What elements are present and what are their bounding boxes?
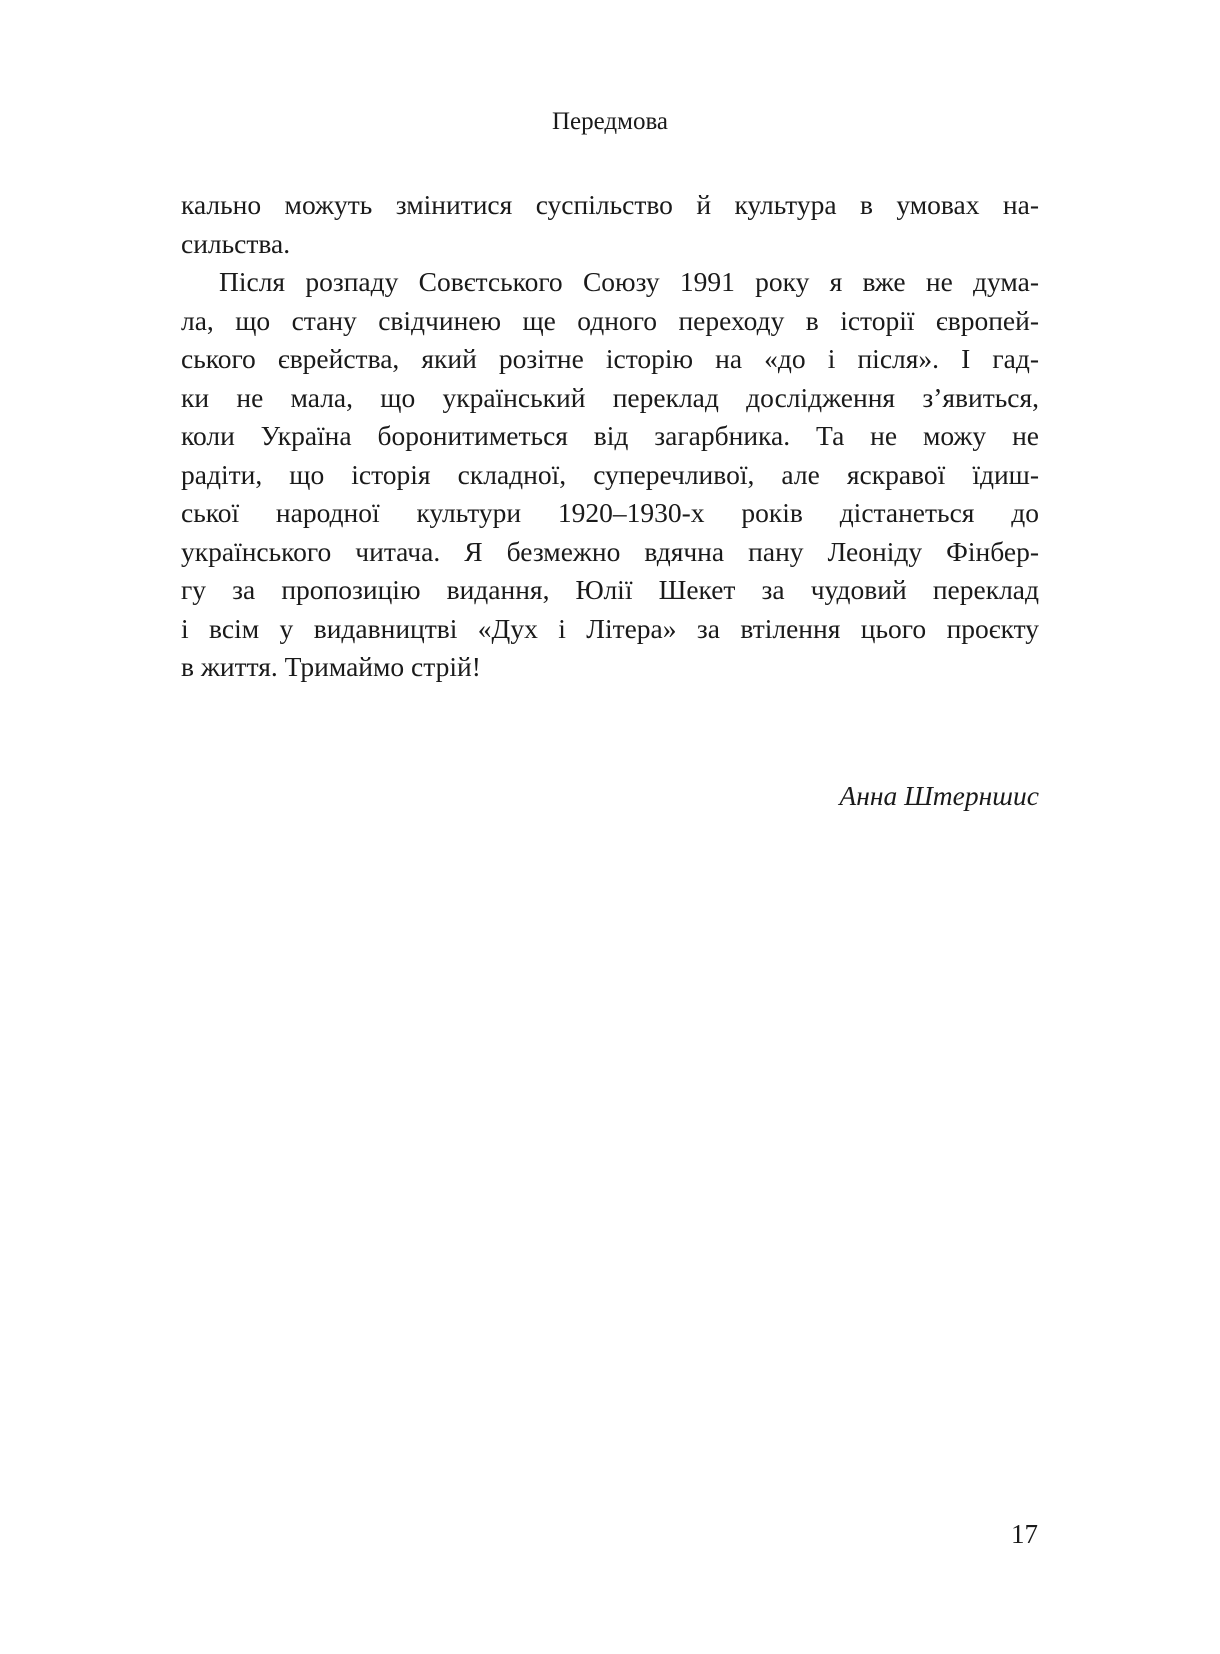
text-line: ла, що стану свідчинею ще одного переходу в історії європей- (181, 304, 1039, 336)
author-signature: Анна Штерншис (839, 780, 1039, 811)
text-line: радіти, що історія складної, суперечливої, але яскравої їдиш- (181, 458, 1039, 490)
text-line: українського читача. Я безмежно вдячна пану Леоніду Фінбер- (181, 535, 1039, 567)
running-title: Передмова (551, 108, 669, 135)
body-text (181, 186, 1039, 687)
text-line: в життя. Тримаймо стрій! (181, 651, 481, 682)
text-line: ки не мала, що український переклад дослідження з’явиться, (181, 381, 1039, 413)
text-line: ського єврейства, який розітне історію на «до і після». І гад- (181, 343, 1039, 374)
text-line: коли Україна боронитиметься від загарбника. Та не можу не (181, 420, 1039, 451)
page-number: 17 (1011, 1519, 1038, 1549)
paragraph (181, 186, 1039, 263)
text-line: ської народної культури 1920–1930-х років дістанеться до (181, 497, 1039, 528)
text-line: сильства. (181, 227, 291, 259)
text-line: гу за пропозицію видання, Юлії Шекет за чудовий переклад (181, 574, 1039, 605)
paragraph (181, 263, 1039, 687)
text-line: кально можуть змінитися суспільство й культура в умовах на- (181, 189, 1039, 220)
text-line: і всім у видавництві «Дух і Літера» за втілення цього проєкту (181, 612, 1039, 644)
text-line: Після розпаду Совєтського Союзу 1991 року я вже не дума- (219, 266, 1039, 297)
